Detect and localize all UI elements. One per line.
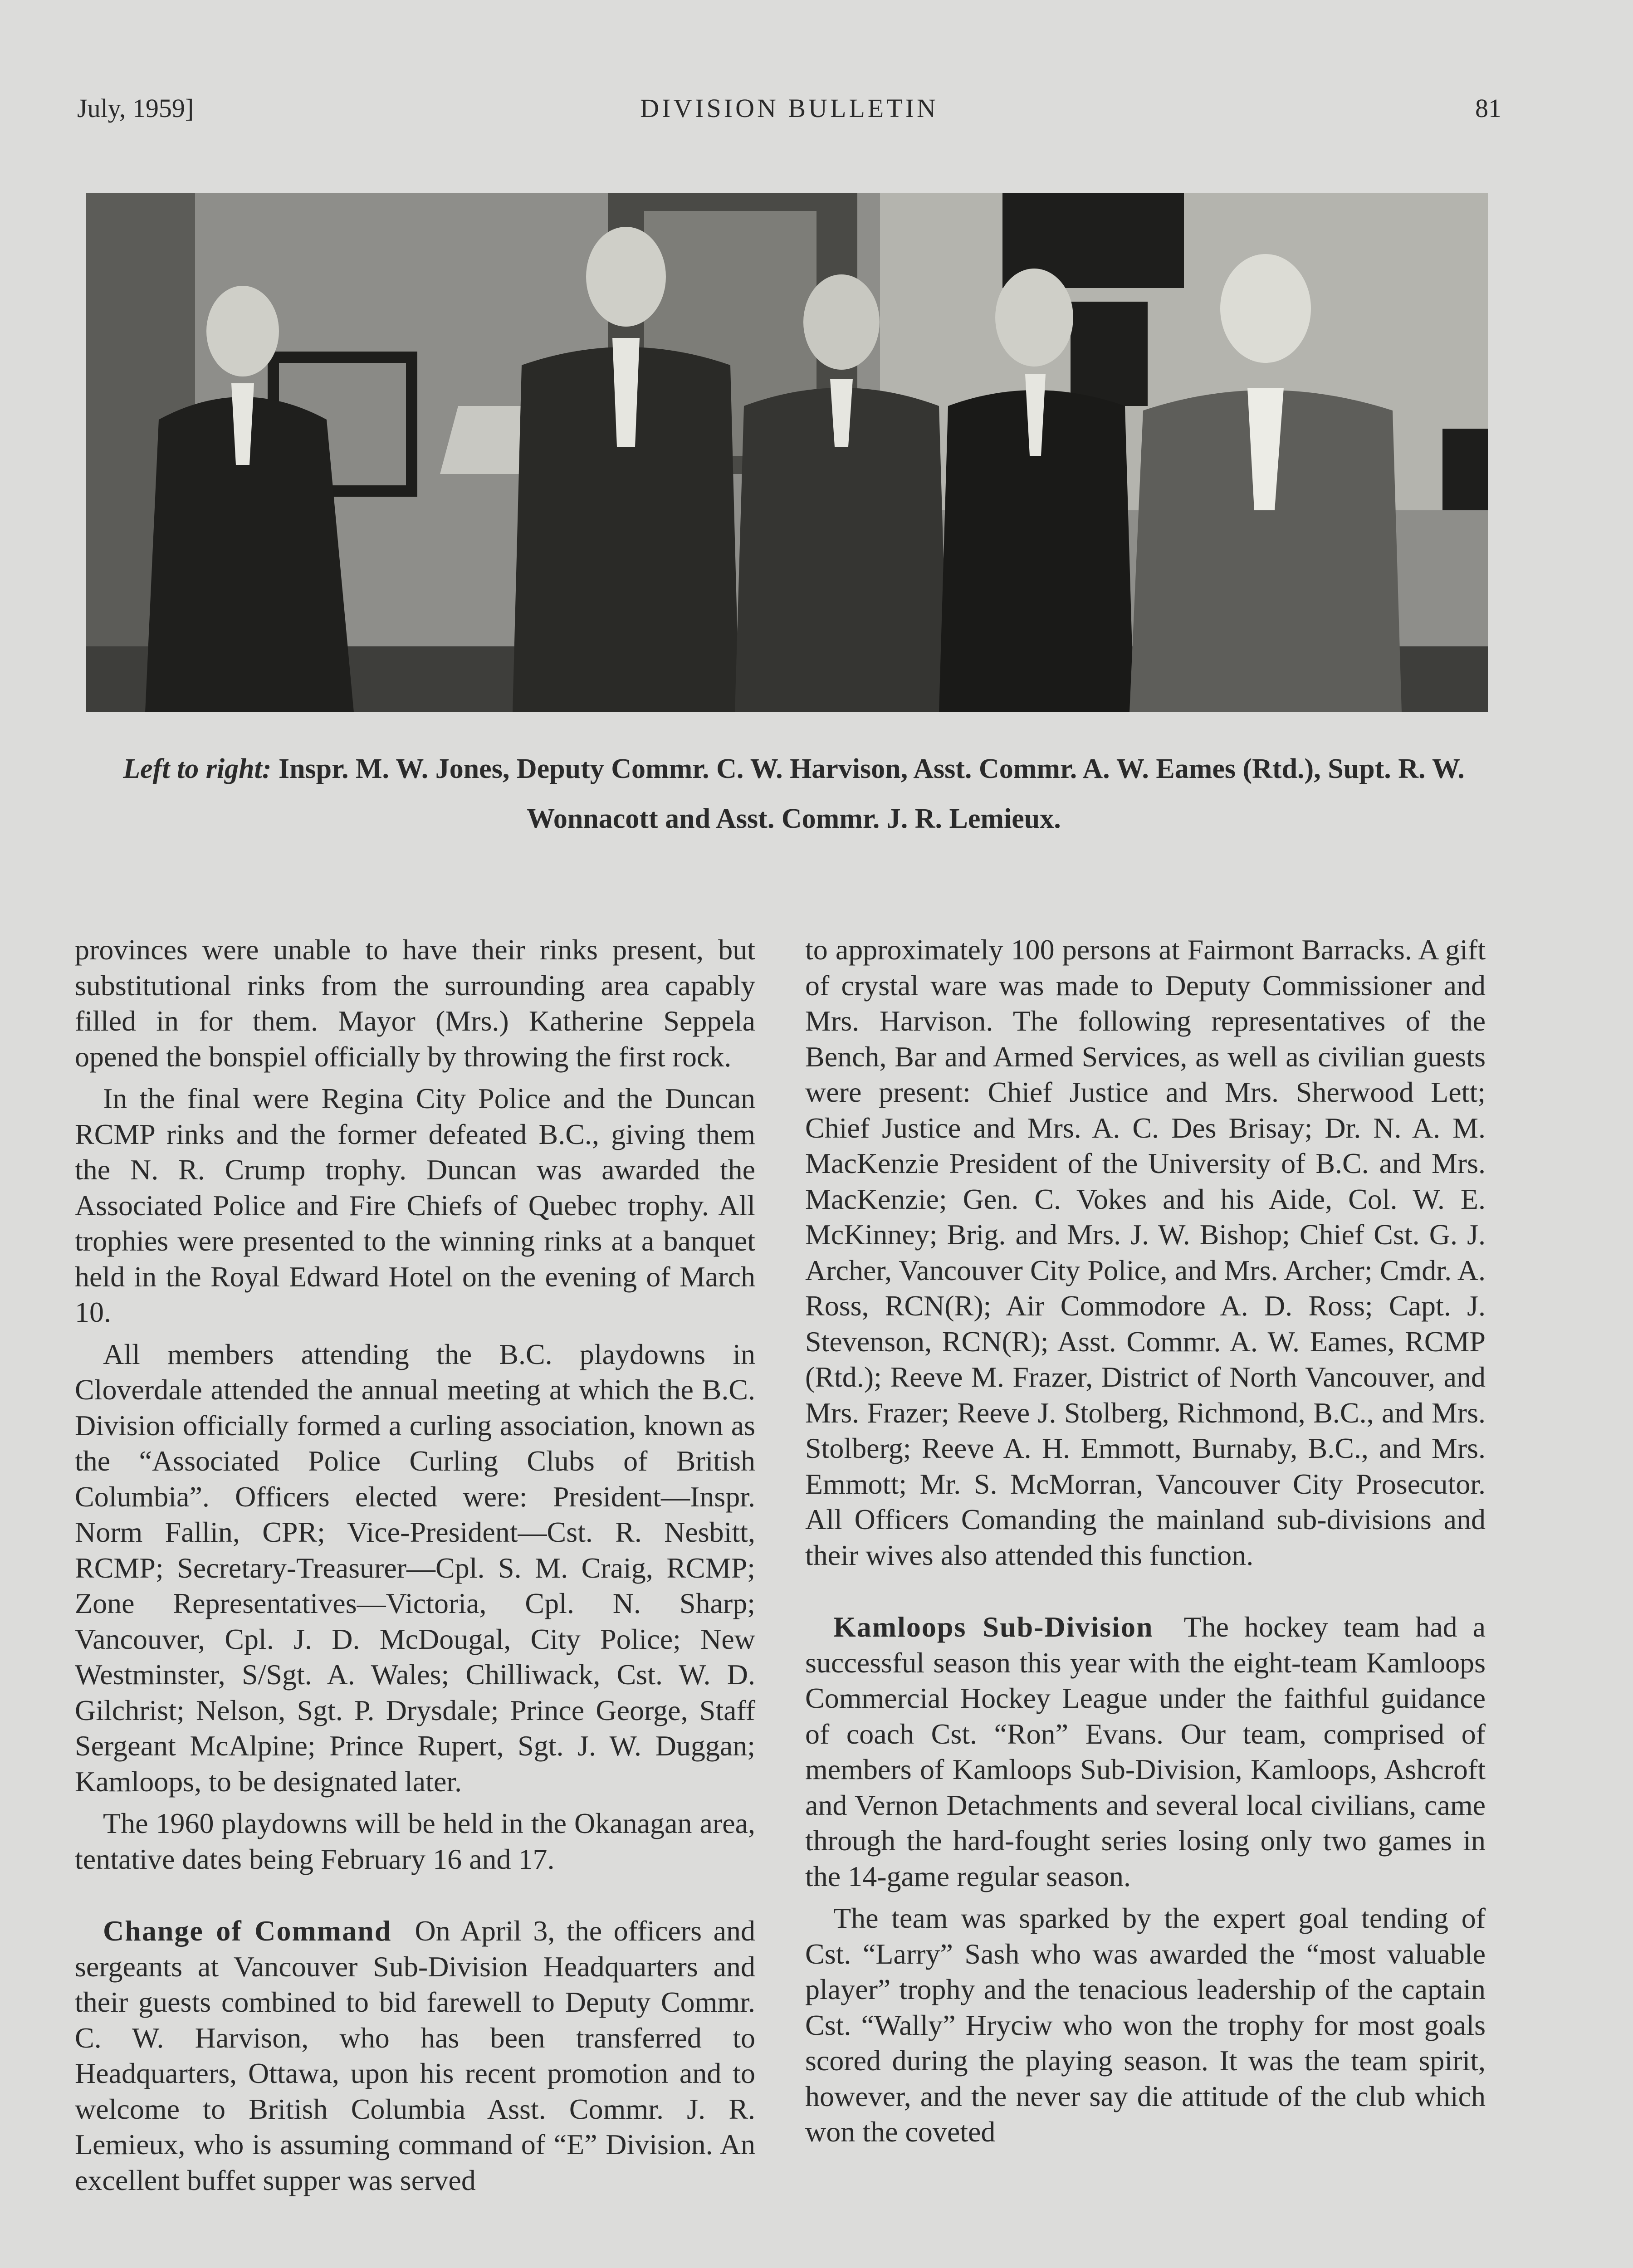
page-number: 81 <box>1475 93 1501 123</box>
photo-illustration <box>86 193 1488 712</box>
photo-caption <box>68 744 1520 844</box>
section-heading: Kamloops Sub-Division <box>833 1611 1154 1643</box>
paragraph: provinces were unable to have their rinks present, but substitutional rinks from the surrounding area capably filled in for them. Mayor (Mrs.) Katherine Seppela opened the bonspiel officially by throwing the first rock. <box>75 934 755 1073</box>
paragraph: In the final were Regina City Police and the Duncan RCMP rinks and the former defeated B.C., giving them the N. R. Crump trophy. Duncan was awarded the Associated Police and Fire Chiefs of Quebec trophy. All trophies were presented to the winning rinks at a banquet held in the Royal Edward Hotel on the evening of March 10. <box>75 1082 755 1328</box>
running-header <box>77 93 1501 134</box>
caption-lead: Left to right: <box>123 753 272 784</box>
caption-text: Inspr. M. W. Jones, Deputy Commr. C. W. Harvison, Asst. Commr. A. W. Eames (Rtd.), Supt. R. W. Wonnacott and Asst. Commr. J. R. Lemieux. <box>278 753 1465 834</box>
section-heading: Change of Command <box>103 1915 392 1947</box>
left-column <box>75 932 755 2204</box>
section-paragraph <box>75 1913 755 2198</box>
section-paragraph <box>805 1609 1486 1894</box>
issue-date: July, 1959] <box>77 93 194 123</box>
group-photograph <box>86 193 1488 712</box>
right-column <box>805 932 1486 2156</box>
paragraph: All members attending the B.C. playdowns in Cloverdale attended the annual meeting at which the B.C. Division officially formed a curling association, known as the “Associated Police Curling Clubs of British Columbia”. Officers elected were: President—Inspr. Norm Fallin, CPR; Vice-President—Cst. R. Nesbitt, RCMP; Secretary-Treasurer—Cpl. S. M. Craig, RCMP; Zone Representatives—Victoria, Cpl. N. Sharp; Vancouver, Cpl. J. D. McDougal, City Police; New Westminster, S/Sgt. A. Wales; Chilliwack, Cst. W. D. Gilchrist; Nelson, Sgt. P. Drysdale; Prince George, Staff Sergeant McAlpine; Prince Rupert, Sgt. J. W. Duggan; Kamloops, to be designated later. <box>75 1338 755 1798</box>
paragraph: to approximately 100 persons at Fairmont Barracks. A gift of crystal ware was made to Deputy Commissioner and Mrs. Harvison. The following representatives of the Bench, Bar and Armed Services, as well as civilian guests were present: Chief Justice and Mrs. Sherwood Lett; Chief Justice and Mrs. A. C. Des Brisay; Dr. N. A. M. MacKenzie President of the University of B.C. and Mrs. MacKenzie; Gen. C. Vokes and his Aide, Col. W. E. McKinney; Brig. and Mrs. J. W. Bishop; Chief Cst. G. J. Archer, Vancouver City Police, and Mrs. Archer; Cmdr. A. Ross, RCN(R); Air Commodore A. D. Ross; Capt. J. Stevenson, RCN(R); Asst. Commr. A. W. Eames, RCMP (Rtd.); Reeve M. Frazer, District of North Vancouver, and Mrs. Frazer; Reeve J. Stolberg, Richmond, B.C., and Mrs. Stolberg; Reeve A. H. Emmott, Burnaby, B.C., and Mrs. Emmott; Mr. S. McMorran, Vancouver City Prosecutor. All Officers Comanding the mainland sub-divisions and their wives also attended this function. <box>805 934 1486 1571</box>
paragraph: The 1960 playdowns will be held in the Okanagan area, tentative dates being February 16 and 17. <box>75 1807 755 1875</box>
publication-title: DIVISION BULLETIN <box>640 93 939 123</box>
section-body: On April 3, the officers and sergeants at Vancouver Sub-Division Headquarters and their guests combined to bid farewell to Deputy Commr. C. W. Harvison, who has been transferred to Headquarters, Ottawa, upon his recent promotion and to welcome to British Columbia Asst. Commr. J. R. Lemieux, who is assuming command of “E” Division. An excellent buffet supper was served <box>75 1915 756 2196</box>
paragraph: The team was sparked by the expert goal tending of Cst. “Larry” Sash who was awarded the “most valuable player” trophy and the tenacious leadership of the captain Cst. “Wally” Hryciw who won the trophy for most goals scored during the playing season. It was the team spirit, however, and the never say die attitude of the club which won the coveted <box>805 1902 1486 2148</box>
section-body: The hockey team had a successful season this year with the eight-team Kamloops Commercial Hockey League under the faithful guidance of coach Cst. “Ron” Evans. Our team, comprised of members of Kamloops Sub-Division, Kamloops, Ashcroft and Vernon Detachments and several local civilians, came through the hard-fought series losing only two games in the 14-game regular season. <box>805 1611 1486 1892</box>
